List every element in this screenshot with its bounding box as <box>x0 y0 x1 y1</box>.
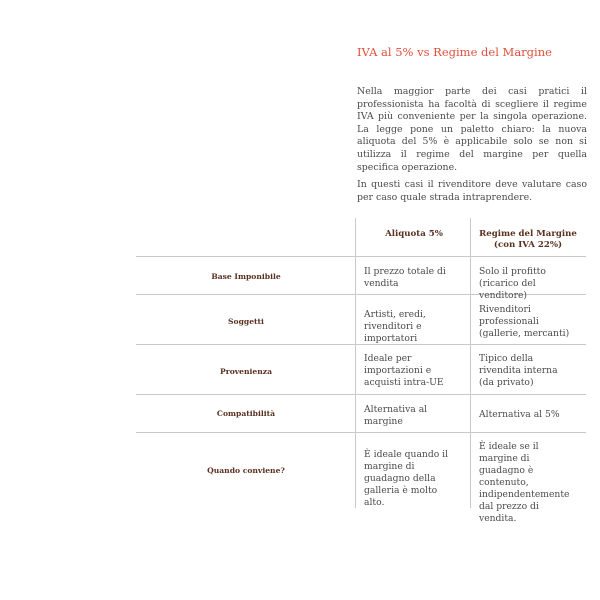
table-divider <box>355 218 356 508</box>
table-cell: Alternativa al margine <box>364 404 428 427</box>
table-cell: Artisti, eredi, rivenditori e importatori <box>364 309 426 344</box>
table-cell: Ideale per importazioni e acquisti intra-UE <box>364 353 444 388</box>
row-label: Quando conviene? <box>207 466 285 475</box>
intro-paragraph: In questi casi il rivenditore deve valutare caso per caso quale strada intraprendere. <box>357 179 587 203</box>
intro-text <box>357 86 587 209</box>
intro-paragraph: Nella maggior parte dei casi pratici il professionista ha facoltà di scegliere il regime IVA più conveniente per la singola operazione. La legge pone un paletto chiaro: la nuova aliquota del 5% è applicabile solo se non si utilizza il regime del margine per quella specifica operazione. <box>357 86 587 173</box>
table-cell: Solo il profitto (ricarico del venditore) <box>479 266 546 301</box>
table-divider <box>136 394 586 395</box>
table-divider <box>470 218 471 508</box>
row-label: Provenienza <box>219 367 272 376</box>
column-header: Regime del Margine (con IVA 22%) <box>479 229 577 250</box>
row-label: Base Imponibile <box>211 272 281 281</box>
table-cell: Tipico della rivendita interna (da privato) <box>479 353 558 388</box>
table-cell: Alternativa al 5% <box>479 409 560 420</box>
table-divider <box>136 256 586 257</box>
table-cell: Il prezzo totale di vendita <box>364 266 446 289</box>
row-label: Soggetti <box>228 317 264 326</box>
table-cell: È ideale se il margine di guadagno è contenuto, indipendentemente dal prezzo di vendita. <box>479 441 570 524</box>
table-cell: Rivenditori professionali (gallerie, mercanti) <box>479 304 570 339</box>
comparison-table <box>136 218 586 524</box>
row-label: Compatibilità <box>216 409 276 418</box>
table-cell: È ideale quando il margine di guadagno della galleria è molto alto. <box>364 449 449 508</box>
column-header: Aliquota 5% <box>385 229 443 239</box>
table-divider <box>136 344 586 345</box>
page-title: IVA al 5% vs Regime del Margine <box>357 45 552 59</box>
table-divider <box>136 432 586 433</box>
